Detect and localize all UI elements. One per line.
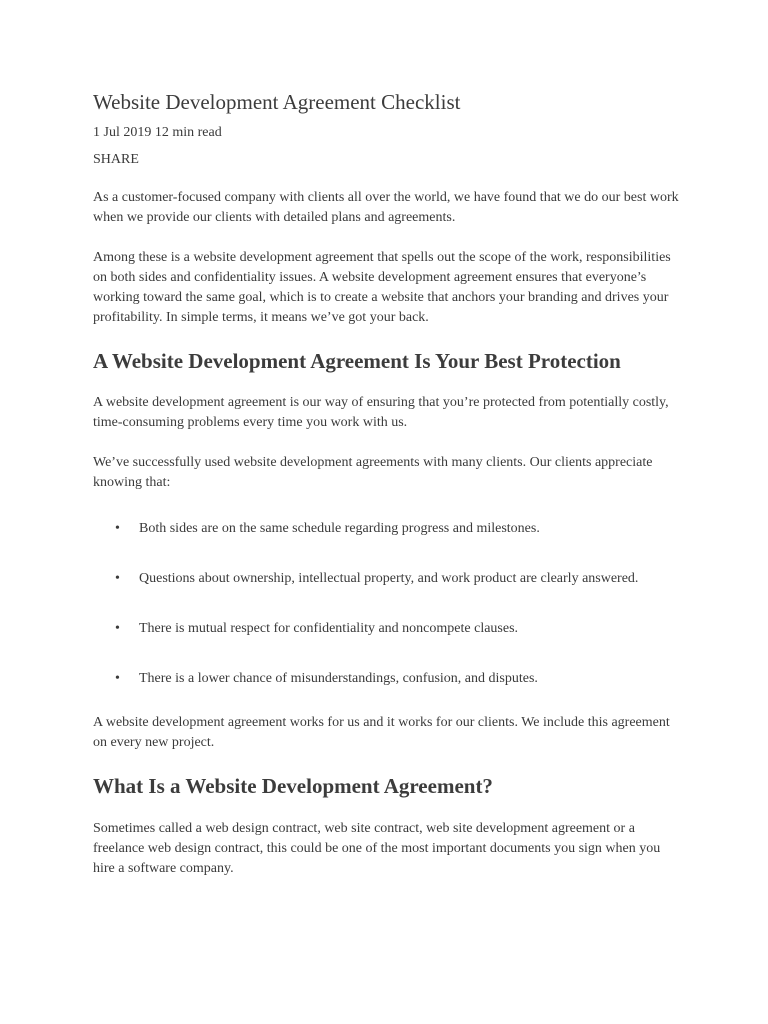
section1-closing-paragraph: A website development agreement works for us and it works for our clients. We include this agreement on every new project. xyxy=(93,715,670,750)
bullet-icon: • xyxy=(115,621,120,636)
list-item xyxy=(93,519,683,539)
article-meta: 1 Jul 2019 12 min read xyxy=(93,125,222,140)
list-item xyxy=(93,619,683,639)
benefits-list xyxy=(93,519,683,689)
list-item-text: Both sides are on the same schedule regarding progress and milestones. xyxy=(139,521,540,536)
bullet-icon: • xyxy=(115,571,120,586)
list-item xyxy=(93,569,683,589)
bullet-icon: • xyxy=(115,521,120,536)
list-item xyxy=(93,669,683,689)
intro-paragraph-1: As a customer-focused company with clients all over the world, we have found that we do our best work when we provide our clients with detailed plans and agreements. xyxy=(93,190,679,225)
section-heading-protection: A Website Development Agreement Is Your Best Protection xyxy=(93,349,621,373)
section2-paragraph-1: Sometimes called a web design contract, web site contract, web site development agreement or a freelance web design contract, this could be one of the most important documents you sign when you hire a software company. xyxy=(93,821,661,876)
section1-paragraph-2: We’ve successfully used website development agreements with many clients. Our clients appreciate knowing that: xyxy=(93,455,653,490)
list-item-text: There is mutual respect for confidentiality and noncompete clauses. xyxy=(139,621,519,636)
intro-paragraph-2: Among these is a website development agreement that spells out the scope of the work, responsibilities on both sides and confidentiality issues. A website development agreement ensures that everyone’s working toward the same goal, which is to create a website that anchors your branding and drives your profitability. In simple terms, it means we’ve got your back. xyxy=(93,250,671,325)
bullet-icon: • xyxy=(115,671,120,686)
share-link[interactable]: SHARE xyxy=(93,152,139,167)
article-title: Website Development Agreement Checklist xyxy=(93,90,461,114)
section1-paragraph-1: A website development agreement is our way of ensuring that you’re protected from potentially costly, time-consuming problems every time you work with us. xyxy=(93,395,669,430)
article xyxy=(93,88,683,879)
list-item-text: Questions about ownership, intellectual property, and work product are clearly answered. xyxy=(139,571,639,586)
section-heading-definition: What Is a Website Development Agreement? xyxy=(93,774,493,798)
list-item-text: There is a lower chance of misunderstandings, confusion, and disputes. xyxy=(139,671,538,686)
